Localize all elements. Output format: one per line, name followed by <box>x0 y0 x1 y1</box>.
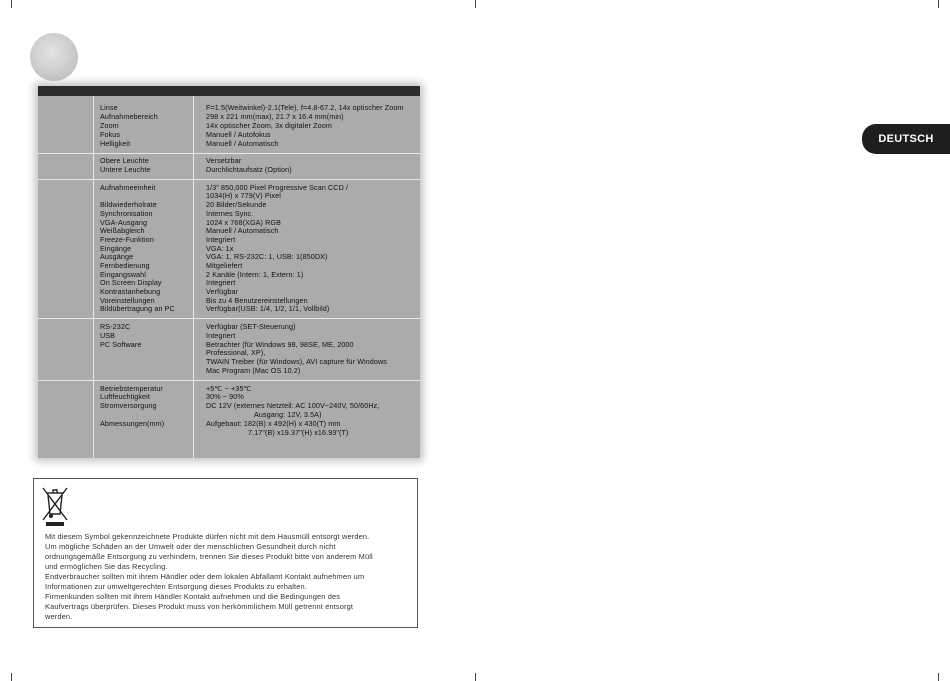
spec-label: USB <box>100 331 116 340</box>
spec-label: Obere Leuchte <box>100 156 149 165</box>
spec-value: 30% ~ 90% <box>206 392 244 401</box>
notice-line: Firmenkunden sollten mit ihrem Händler Kontakt aufnehmen und die Bedingungen des <box>45 592 341 601</box>
notice-line: und ermöglichen Sie das Recycling. <box>45 562 168 571</box>
spec-group-divider <box>38 318 420 319</box>
spec-value: Manuell / Automatisch <box>206 139 279 148</box>
crop-mark-bottom-center <box>475 673 476 681</box>
spec-value: 14x optischer Zoom, 3x digitaler Zoom <box>206 121 332 130</box>
spec-label: Synchronisation <box>100 209 153 218</box>
spec-label: Freeze-Funktion <box>100 235 154 244</box>
spec-value: TWAIN Treiber (für Windows), AVI capture für Windows <box>206 357 387 366</box>
spec-label: Aufnahmebereich <box>100 112 158 121</box>
spec-label: RS-232C <box>100 322 131 331</box>
spec-label: Abmessungen(mm) <box>100 419 165 428</box>
spec-label: Luftfeuchtigkeit <box>100 392 150 401</box>
spec-label: Kontrastanhebung <box>100 287 161 296</box>
spec-value: F=1.5(Weitwinkel)-2.1(Tele), f=4.8-67.2, 14x optischer Zoom <box>206 103 404 112</box>
crop-mark-bottom-left <box>11 673 12 681</box>
spec-label: PC Software <box>100 340 142 349</box>
spec-value: Versetzbar <box>206 156 242 165</box>
spec-label: On Screen Display <box>100 278 162 287</box>
spec-column-divider-2 <box>193 96 194 458</box>
spec-group-divider <box>38 153 420 154</box>
crop-mark-bottom-right <box>938 673 939 681</box>
spec-value: 2 Kanäle (Intern: 1, Extern: 1) <box>206 270 304 279</box>
spec-label: Bildübertragung an PC <box>100 304 175 313</box>
spec-column-divider-1 <box>93 96 94 458</box>
spec-group-divider <box>38 179 420 180</box>
spec-label: Untere Leuchte <box>100 165 151 174</box>
notice-line: werden. <box>45 612 73 621</box>
spec-label: Weißabgleich <box>100 226 145 235</box>
spec-value: Durchlichtaufsatz (Option) <box>206 165 292 174</box>
spec-value: 298 x 221 mm(max), 21.7 x 16.4 mm(min) <box>206 112 344 121</box>
spec-value: 1/3" 850,000 Pixel Progressive Scan CCD / <box>206 183 349 192</box>
spec-label: Ausgänge <box>100 252 134 261</box>
spec-value: Manuell / Automatisch <box>206 226 279 235</box>
crop-mark-top-center <box>475 0 476 8</box>
spec-label: Bildwiederholrate <box>100 200 157 209</box>
spec-value: Betrachter (für Windows 98, 98SE, ME, 2000 <box>206 340 354 349</box>
spec-value: 1024 x 768(XGA) RGB <box>206 218 282 227</box>
spec-value: Manuell / Autofokus <box>206 130 271 139</box>
spec-value: Bis zu 4 Benutzereinstellungen <box>206 296 308 305</box>
spec-group-divider <box>38 380 420 381</box>
notice-line: Endverbraucher sollten mit ihrem Händler oder dem lokalen Abfallamt Kontakt aufnehmen um <box>45 572 365 581</box>
spec-value: +5℃ ~ +35℃ <box>206 384 252 393</box>
spec-value: 1034(H) x 779(V) Pixel <box>206 191 281 200</box>
spec-value: Internes Sync. <box>206 209 254 218</box>
crop-mark-top-right <box>938 0 939 8</box>
language-tab-deutsch: DEUTSCH <box>862 124 950 154</box>
spec-label: VGA-Ausgang <box>100 218 148 227</box>
spec-value: VGA: 1x <box>206 244 234 253</box>
notice-line: Informationen zur umweltgerechten Entsorgung dieses Produkts zu erhalten. <box>45 582 307 591</box>
notice-line: Um mögliche Schäden an der Umwelt oder der menschlichen Gesundheit durch nicht <box>45 542 336 551</box>
spec-label: Fernbedienung <box>100 261 150 270</box>
crop-mark-top-left <box>11 0 12 8</box>
spec-label: Eingänge <box>100 244 132 253</box>
spec-value: Mac Program (Mac OS 10.2) <box>206 366 301 375</box>
spec-label: Aufnahmeeinheit <box>100 183 156 192</box>
spec-label: Helligkeit <box>100 139 131 148</box>
section-bullet-circle <box>30 33 78 81</box>
disposal-notice-box <box>33 478 418 628</box>
notice-line: Kaufvertrags überprüfen. Dieses Produkt muss von herkömmlichem Müll getrennt entsorgt <box>45 602 354 611</box>
spec-label: Stromversorgung <box>100 401 157 410</box>
spec-value: Mitgeliefert <box>206 261 243 270</box>
spec-value: 7.17"(B) x19.37"(H) x16.93"(T) <box>248 428 349 437</box>
disposal-notice-text <box>45 532 413 622</box>
spec-value: Professional, XP), <box>206 348 266 357</box>
spec-label: Eingangswahl <box>100 270 146 279</box>
spec-label: Voreinstellungen <box>100 296 155 305</box>
notice-line: ordnungsgemäße Entsorgung zu verhindern, trennen Sie dieses Produkt bitte von anderem Müll <box>45 552 373 561</box>
spec-value: Verfügbar <box>206 287 239 296</box>
spec-value: VGA: 1, RS-232C: 1, USB: 1(850DX) <box>206 252 328 261</box>
spec-value: 20 Bilder/Sekunde <box>206 200 267 209</box>
crossed-out-wheelie-bin-icon <box>40 485 70 527</box>
spec-value: Ausgang: 12V, 3.5A) <box>254 410 322 419</box>
spec-value: Integriert <box>206 278 236 287</box>
spec-value: Verfügbar (SET-Steuerung) <box>206 322 296 331</box>
spec-label: Fokus <box>100 130 121 139</box>
spec-value: Integriert <box>206 331 236 340</box>
spec-value: Integriert <box>206 235 236 244</box>
spec-table-header-bar <box>38 86 420 96</box>
notice-line: Mit diesem Symbol gekennzeichnete Produkte dürfen nicht mit dem Hausmüll entsorgt werden. <box>45 532 370 541</box>
spec-label: Betriebstemperatur <box>100 384 163 393</box>
spec-value: Aufgebaut: 182(B) x 492(H) x 430(T) mm <box>206 419 341 428</box>
spec-value: DC 12V (externes Netzteil: AC 100V~240V, 50/60Hz, <box>206 401 380 410</box>
spec-label: Linse <box>100 103 118 112</box>
spec-value: Verfügbar(USB: 1/4, 1/2, 1/1, Vollbild) <box>206 304 330 313</box>
spec-label: Zoom <box>100 121 119 130</box>
